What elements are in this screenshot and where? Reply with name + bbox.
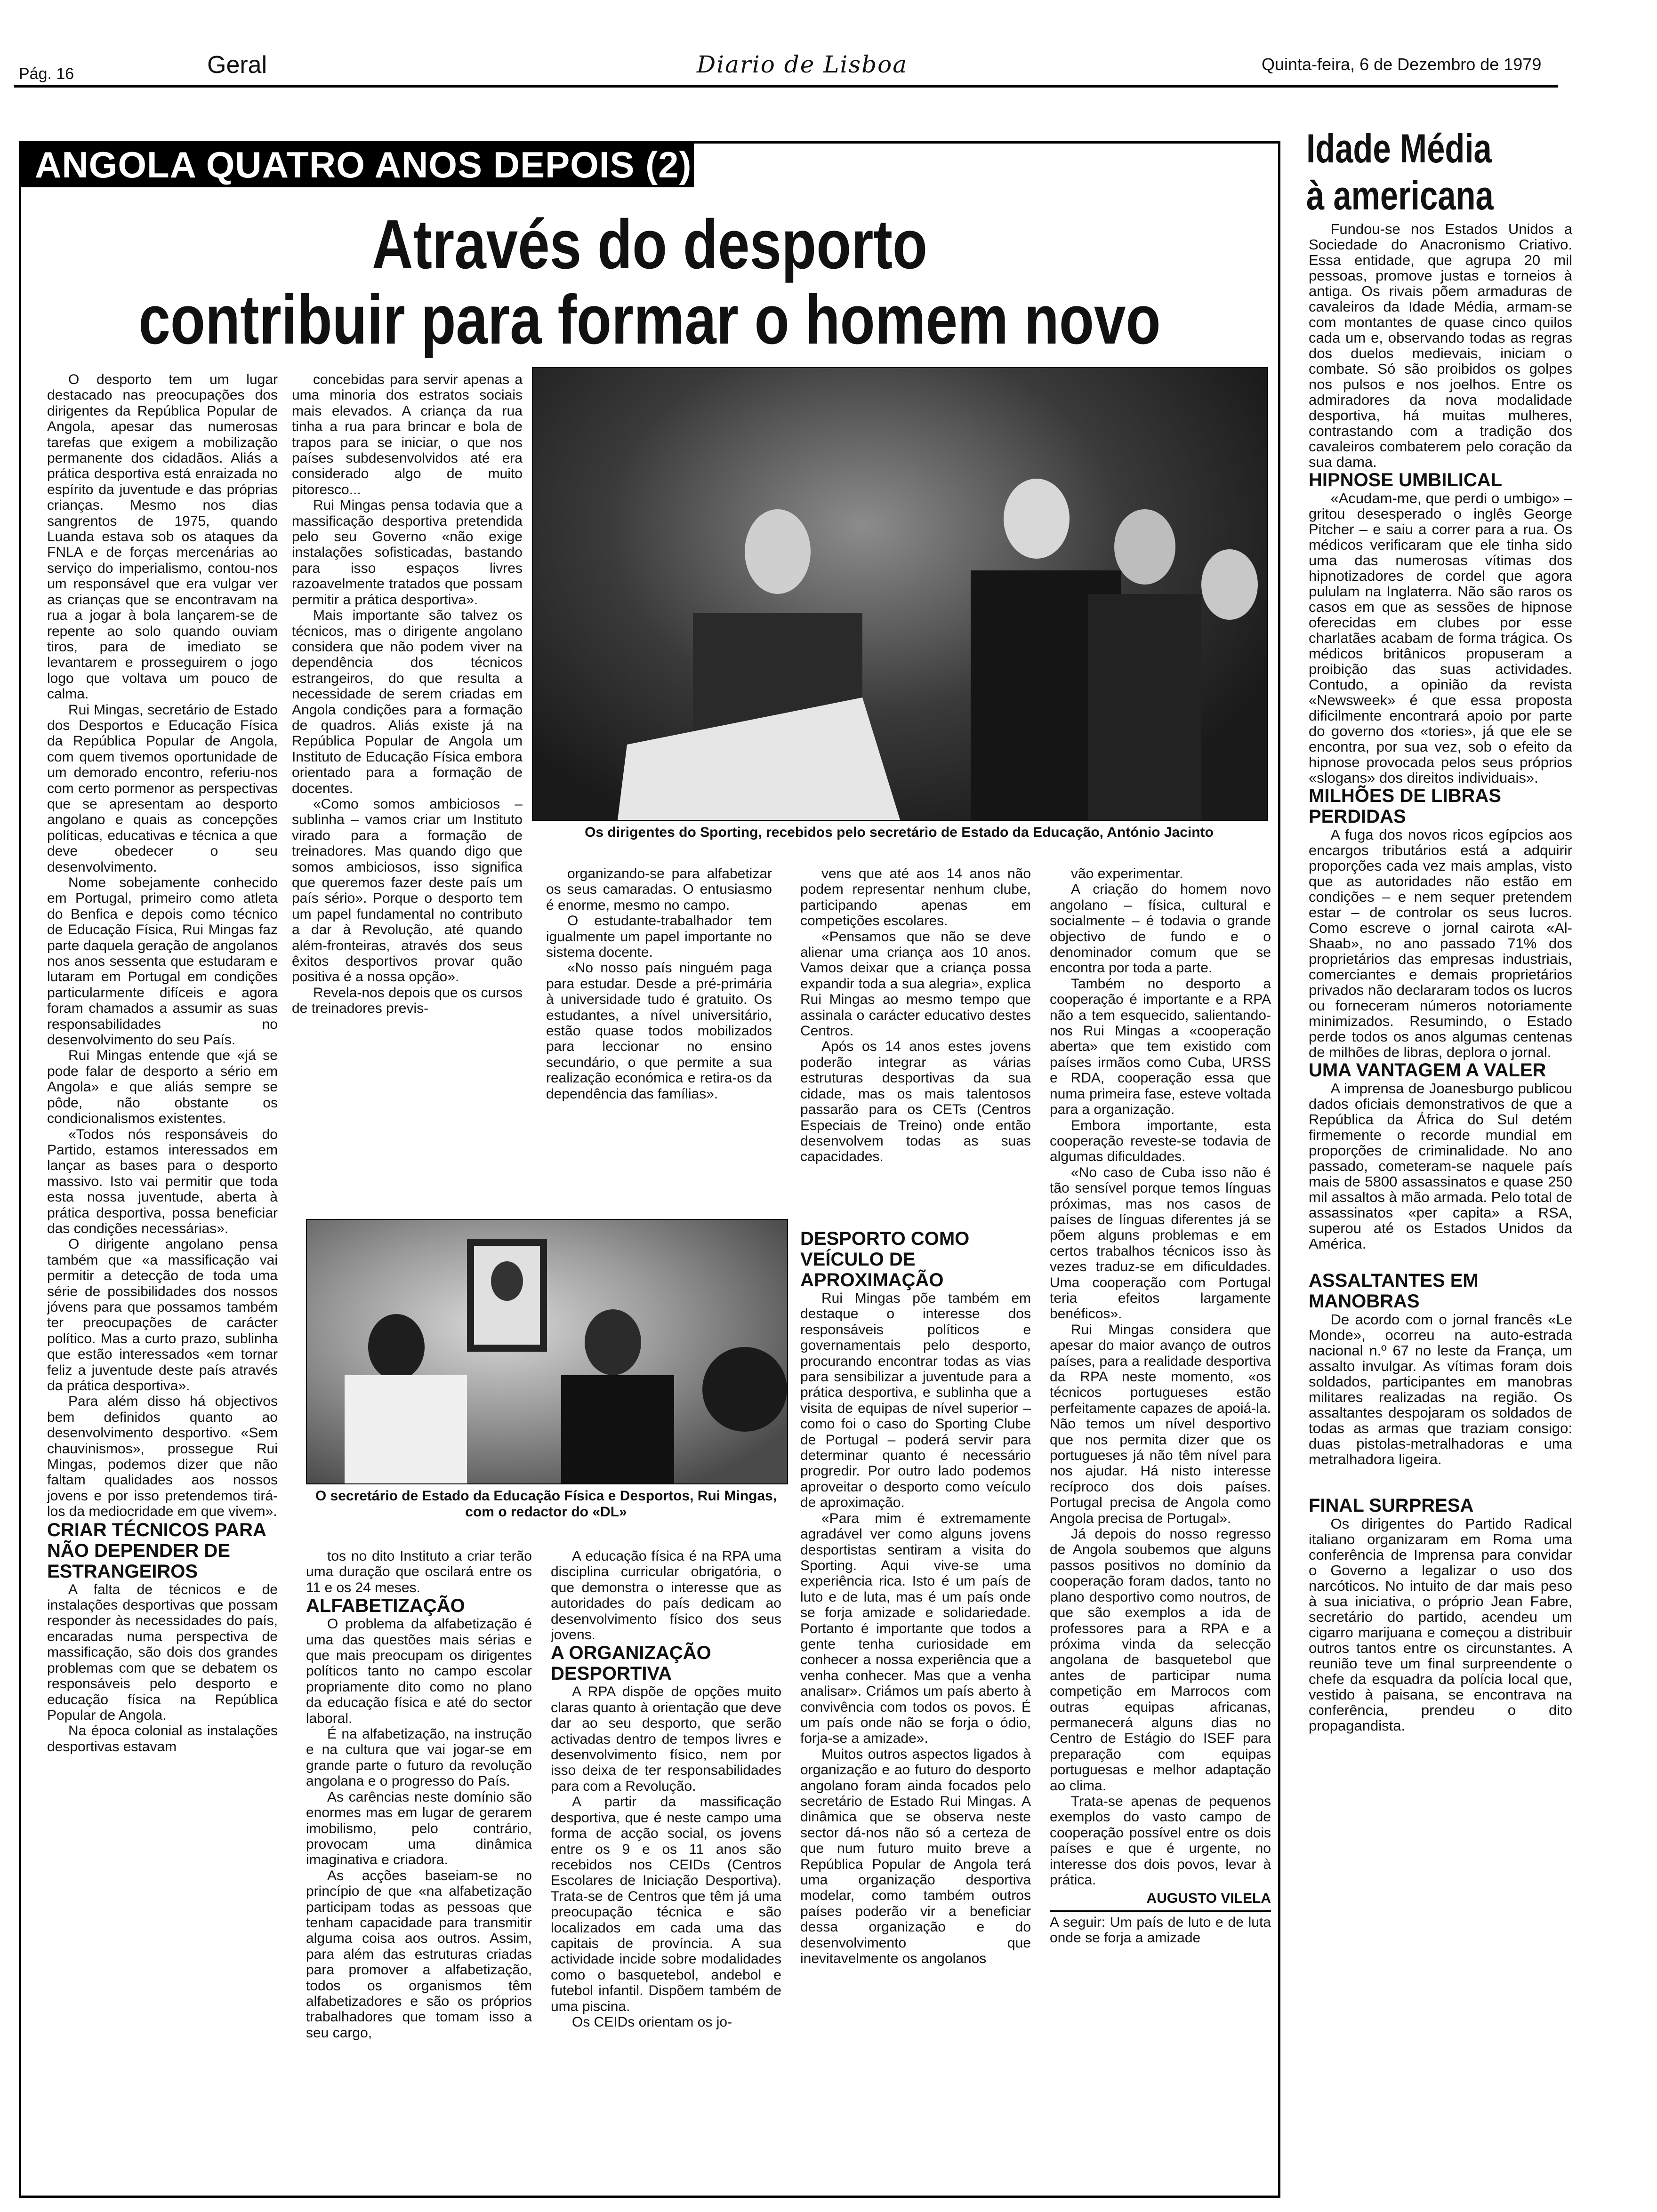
paragraph: Já depois do nosso regresso de Angola soubemos que alguns passos positivos no domínio da cooperação foram dados, tanto no plano desportivo como noutros, de que são exemplos a ida de professores para a RPA e a próxima vinda da selecção angolana de basquetebol que antes de participar numa competição em Marrocos com outras equipas africanas, permanecerá alguns dias no Centro de Estágio do ISEF para preparação com equipas portuguesas e melhor adaptação ao clima. — [1050, 1526, 1271, 1794]
article-kicker: ANGOLA QUATRO ANOS DEPOIS (2) — [21, 142, 694, 187]
paragraph: A criação do homem novo angolano – física, cultural e socialmente – é todavia o grande objectivo de fundo e o denominador comum que se encontra por toda a parte. — [1050, 882, 1271, 976]
article-column-2 — [292, 372, 523, 1210]
paragraph: vão experimentar. — [1071, 866, 1183, 882]
article-column-3 — [546, 866, 772, 1148]
paragraph: Muitos outros aspectos ligados à organização e ao futuro do desporto angolano foram ainda focados pelo secretário de Estado Rui Mingas. A dinâmica que se observa neste sector dá-nos não só a certeza de que num futuro muito breve a República Popular de Angola terá uma organização desportiva modelar, como também outros países poderão vir a beneficiar dessa organização e do desenvolvimento que inevitavelmente os angolanos — [800, 1746, 1031, 1967]
paragraph: O problema da alfabetização é uma das questões mais sérias e que mais preocupam os dirigentes políticos tanto no campo escolar propriamente dito como no plano da educação física e até do sector laboral. — [306, 1616, 532, 1726]
paragraph: A fuga dos novos ricos egípcios aos encargos tributários está a adquirir proporções cada vez mais amplas, visto que as autoridades não estão em condições – e nem sequer pretendem estar – de controlar os seus lucros. Como escreve o jornal cairota «Al-Shaab», no ano passado 71% dos proprietários das empresas industriais, comerciantes e demais proprietários privados não declararam todos os lucros ou forneceram números notoriamente minimizados. Resumindo, o Estado perde todos os anos algumas centenas de milhões de libras, deplora o jornal. — [1309, 826, 1572, 1060]
photo-1-caption: Os dirigentes do Sporting, recebidos pelo secretário de Estado da Educação, António Jacinto — [585, 825, 1214, 840]
subheading: ALFABETIZAÇÃO — [306, 1595, 465, 1617]
subheading: DESPORTO COMO VEÍCULO DE APROXIMAÇÃO — [800, 1228, 970, 1290]
paragraph: Para além disso há objectivos bem definidos quanto ao desenvolvimento desportivo. «Sem chauvinismos», prossegue Rui Mingas, podemos dizer que não faltam qualidades aos nossos jovens e por isso pretendemos tirá-los da mediocridade em que vivem». — [47, 1394, 278, 1520]
paragraph: «No nosso país ninguém paga para estudar. Desde a pré-primária à universidade tudo é gratuito. Os estudantes, a nível universitário, estão quase todos mobilizados para leccionar no ensino secundário, o que permite a sua realização económica e retira-os da dependência das famílias». — [546, 960, 772, 1102]
subheading: A ORGANIZAÇÃO DESPORTIVA — [551, 1643, 711, 1684]
paragraph: Nome sobejamente conhecido em Portugal, primeiro como atleta do Benfica e depois como técnico de Educação Física, Rui Mingas faz parte daquela geração de angolanos nos anos sessenta que estudaram e lutaram em Portugal em condições particularmente difíceis e agora foram chamados a assumir as suas responsabilidades no desenvolvimento do seu País. — [47, 875, 278, 1048]
page-number: Pág. 16 — [19, 65, 74, 83]
headline-line-1: Através do desporto — [371, 206, 928, 283]
paragraph: As acções baseiam-se no princípio de que «na alfabetização participam todas as pessoas que tenham capacidade para transmitir alguma coisa aos outros. Assim, para além das estruturas criadas para promover a alfabetização, todos os organismos têm alfabetizadores e são os próprios trabalhadores que tomam isso a seu cargo, — [306, 1867, 532, 2041]
paragraph: É na alfabetização, na instrução e na cultura que vai jogar-se em grande parte o futuro da revolução angolana e o progresso do País. — [306, 1726, 532, 1789]
paragraph: Rui Mingas, secretário de Estado dos Desportos e Educação Física da República Popular de Angola, com quem tivemos oportunidade de um demorado encontro, referiu-nos com certo pormenor as perspectivas que se apresentam ao desporto angolano e quais as concepções políticas, educativas e técnica a que deve obedecer o seu desenvolvimento. — [47, 702, 278, 875]
issue-date: Quinta-feira, 6 de Dezembro de 1979 — [1262, 55, 1542, 74]
paragraph: De acordo com o jornal francês «Le Monde», ocorreu na auto-estrada nacional n.º 67 no leste da França, um assalto invulgar. As vítimas foram dois soldados, participantes em manobras militares realizadas na região. Os assaltantes despojaram os soldados de todas as armas que traziam consigo: duas pistolas-metralhadoras e uma metralhadora ligeira. — [1309, 1311, 1572, 1467]
paragraph: Também no desporto a cooperação é importante e a RPA não a tem esquecido, salientando-nos Rui Mingas a «cooperação aberta» que tem existido com países irmãos como Cuba, URSS e RDA, cooperação essa que numa primeira fase, esteve voltada para a organização. — [1050, 976, 1271, 1118]
paragraph: A falta de técnicos e de instalações desportivas que possam responder às necessidades do país, encaradas numa perspectiva de massificação, são dois dos grandes problemas com que se debatem os responsáveis pelo desporto e educação física na República Popular de Angola. — [47, 1581, 278, 1723]
paragraph: Revela-nos depois que os cursos de treinadores previs- — [292, 985, 523, 1017]
article-column-1 — [47, 372, 278, 2188]
paragraph: concebidas para servir apenas a uma minoria dos estratos sociais mais elevados. A criança da rua tinha a rua para brincar e bola de trapos para se iniciar, o que nos países subdesenvolvidos até era considerado algo de muito pitoresco... — [292, 372, 523, 497]
subheading: CRIAR TÉCNICOS PARA NÃO DEPENDER DE ESTRANGEIROS — [47, 1519, 266, 1582]
paragraph: Na época colonial as instalações desportivas estavam — [47, 1723, 278, 1755]
paragraph: «Pensamos que não se deve alienar uma criança aos 10 anos. Vamos deixar que a criança possa expandir toda a sua alegria», explica Rui Mingas ao mesmo tempo que assinala o carácter educativo destes Centros. — [800, 929, 1031, 1039]
subheading: HIPNOSE UMBILICAL — [1309, 470, 1503, 490]
paragraph: «Para mim é extremamente agradável ver como alguns jovens desportistas sentiram a visita do Sporting. Aqui vive-se uma experiência rica. Isto é um país de luto e de luta, mas é um país onde se forja amizade e solidariedade. Portanto é importante que todos a gente tenha curiosidade em conhecer a nossa experiência que a venha conhecer. Mas que a venha analisar». Criámos um país aberto à convivência com todos os povos. É um país onde não se forja o ódio, forja-se a amizade». — [800, 1510, 1031, 1747]
paragraph: Rui Mingas considera que apesar do maior avanço de outros países, para a realidade desportiva da RPA neste momento, «os técnicos portugueses estão perfeitamente capazes de apoiá-la. Não temos um nível desportivo que nos permita dizer que os portugueses já não têm nível para nos ajudar. Há nisto interesse recíproco dos dois países. Portugal precisa de Angola como Angola precisa de Portugal». — [1050, 1322, 1271, 1526]
article-column-5 — [1050, 866, 1271, 2188]
paragraph: Os CEIDs orientam os jo- — [572, 2014, 732, 2030]
paragraph: Fundou-se nos Estados Unidos a Sociedade do Anacronismo Criativo. Essa entidade, que agrupa 20 mil pessoas, promove justas e torneios à antiga. Os rivais põem armaduras de cavaleiros da Idade Média, armam-se com montantes de quase cinco quilos cada um e, observando todas as regras dos duelos medievais, iniciam o combate. Só são proibidos os golpes nos pulsos e nos joelhos. Entre os admiradores da nova modalidade desportiva, há muitas mulheres, contrastando com a tradição dos cavaleiros combaterem pelo coração da sua dama. — [1309, 221, 1572, 470]
subheading: FINAL SURPRESA — [1309, 1495, 1474, 1516]
author-signature: AUGUSTO VILELA — [1146, 1891, 1271, 1907]
paragraph: Rui Mingas pensa todavia que a massificação desportiva pretendida pelo seu Governo «não exige instalações sofisticadas, bastando para isso espaços livres razoavelmente tratados que possam permitir a prática desportiva». — [292, 497, 523, 608]
paragraph: «Como somos ambiciosos – sublinha – vamos criar um Instituto virado para a formação de treinadores. Mas quando digo que somos ambiciosos, isso significa que queremos fazer deste país um país sério». Porque o desporto tem um papel fundamental no contributo a dar à Revolução, até quando além-fronteiras, através dos seus êxitos desportivos provar quão positiva é a nossa opção». — [292, 796, 523, 985]
article-column-4 — [800, 866, 1031, 1205]
next-part-note: A seguir: Um país de luto e de luta onde se forja a amizade — [1050, 1910, 1271, 1946]
paragraph: «No caso de Cuba isso não é tão sensível porque temos línguas próximas, mas nos casos de países de línguas diferentes já se põem alguns problemas e em certos trabalhos técnicos isso às vezes traduz-se em dificuldades. Uma cooperação com Portugal teria efeitos largamente benéficos». — [1050, 1164, 1271, 1322]
photo-2-caption: O secretário de Estado da Educação Física e Desportos, Rui Mingas, com o redactor do «DL» — [315, 1488, 777, 1520]
paragraph: vens que até aos 14 anos não podem representar nenhum clube, participando apenas em competições escolares. — [800, 866, 1031, 929]
subheading: UMA VANTAGEM A VALER — [1309, 1060, 1546, 1081]
paragraph: A educação física é na RPA uma disciplina curricular obrigatória, o que demonstra o interesse que as autoridades do país dedicam ao desenvolvimento físico dos seus jovens. — [551, 1548, 781, 1643]
paragraph: O estudante-trabalhador tem igualmente um papel importante no sistema docente. — [546, 913, 772, 961]
section-label: Geral — [207, 51, 267, 79]
paragraph: Após os 14 anos estes jovens poderão integrar as várias estruturas desportivas da sua cidade, mas os mais talentosos passarão para os CETs (Centros Especiais de Treino) onde então desenvolvem todas as suas capacidades. — [800, 1039, 1031, 1165]
photo-sporting-officials — [532, 367, 1268, 821]
paragraph: Embora importante, esta cooperação reveste-se todavia de algumas dificuldades. — [1050, 1117, 1271, 1165]
subheading: ASSALTANTES EM MANOBRAS — [1309, 1270, 1479, 1312]
article-column-3-lower — [551, 1548, 781, 2188]
paragraph: Mais importante são talvez os técnicos, mas o dirigente angolano considera que não podem viver na dependência dos técnicos estrangeiros, do que resulta a necessidade de serem criadas em Angola condições para a formação de quadros. Aliás existe já na República Popular de Angola um Instituto de Educação Física embora orientado para a formação de docentes. — [292, 608, 523, 796]
paragraph: Rui Mingas entende que «já se pode falar de desporto a sério em Angola» e que aliás sempre se pôde, não obstante os condicionalismos existentes. — [47, 1048, 278, 1127]
sidebar-title-2: à americana — [1306, 173, 1494, 218]
paragraph: O desporto tem um lugar destacado nas preocupações dos dirigentes da República Popular de Angola, apesar das numerosas tarefas que exigem a mobilização permanente dos cidadãos. Aliás a prática desportiva está enraizada no espírito da juventude e das próprias crianças. Mesmo nos dias sangrentos de 1975, quando Luanda estava sob os ataques da FNLA e de forças mercenárias ao serviço do imperialismo, contou-nos um responsável que era vulgar ver as crianças que se encontravam na rua a jogar à bola lançarem-se de repente ao solo quando ouviam tiros, para de imediato se levantarem e prosseguirem o jogo logo que voltava um pouco de calma. — [47, 372, 278, 702]
paragraph: A partir da massificação desportiva, que é neste campo uma forma de acção social, os jovens entre os 9 e os 11 anos são recebidos nos CEIDs (Centros Escolares de Iniciação Desportiva). Trata-se de Centros que têm já uma preocupação técnica e são localizados em cada uma das capitais de província. A sua actividade incide sobre modalidades como o basquetebol, andebol e futebol infantil. Dispõem também de uma piscina. — [551, 1794, 781, 2014]
paragraph: tos no dito Instituto a criar terão uma duração que oscilará entre os 11 e os 24 meses. — [306, 1548, 532, 1595]
article-column-4-lower — [800, 1228, 1031, 2188]
photo-figures-icon — [533, 368, 1267, 820]
paragraph: O dirigente angolano pensa também que «a massificação vai permitir a detecção de toda uma série de possibilidades dos nossos jóvens para que possamos também ter preocupações de carácter político. Mas a curto prazo, sublinha que estão interessados «em tornar feliz a juventude deste país através da prática desportiva». — [47, 1236, 278, 1394]
header-rule — [14, 85, 1558, 88]
paragraph: Os dirigentes do Partido Radical italiano organizaram em Roma uma conferência de Imprensa para convidar o Governo a legalizar o uso dos narcóticos. No intuito de dar mais peso à sua iniciativa, o próprio Jean Fabre, secretário do partido, acendeu um cigarro marijuana e começou a distribuir outros tantos entre os circunstantes. A reunião teve um final surpreendente o chefe da esquadra da polícia local que, vestido à paisana, se encontrava na conferência, prendeu o dito propagandista. — [1309, 1515, 1572, 1734]
photo-portrait-icon — [307, 1220, 787, 1483]
paragraph: Rui Mingas põe também em destaque o interesse dos responsáveis políticos e governamentais pelo desporto, procurando encontrar todas as vias para sensibilizar a juventude para a prática desportiva, e sublinha que a visita de equipas de nível superior – como foi o caso do Sporting Clube de Portugal – poderá servir para determinar quanto é necessário progredir. Por outro lado podemos aproveitar o desporto como veículo de aproximação. — [800, 1290, 1031, 1511]
article-column-2-lower — [306, 1548, 532, 2188]
paragraph: Trata-se apenas de pequenos exemplos do vasto campo de cooperação possível entre os dois países e que é urgente, no interesse dos dois povos, levar à prática. — [1050, 1793, 1271, 1888]
paragraph: As carências neste domínio são enormes mas em lugar de gerarem imobilismo, pelo contrário, provocam uma dinâmica imaginativa e criadora. — [306, 1789, 532, 1868]
paragraph: A RPA dispõe de opções muito claras quanto à orientação que deve dar ao seu desporto, que serão activadas dentro de tempos livres e desenvolvimento físico, nem por isso deixa de ter responsabilidades para com a Revolução. — [551, 1684, 781, 1794]
sidebar-title-1: Idade Média — [1306, 126, 1492, 171]
sidebar-column — [1309, 221, 1572, 2203]
paragraph: «Todos nós responsáveis do Partido, estamos interessados em lançar as bases para o desporto massivo. Isto vai permitir que toda esta nossa juventude, aberta à prática desportiva, possa beneficiar das condições necessárias». — [47, 1126, 278, 1236]
paragraph: «Acudam-me, que perdi o umbigo» – gritou desesperado o inglês George Pitcher – e saiu a correr para a rua. Os médicos verificaram que ele tinha sido uma das numerosas vítimas dos hipnotizadores de cordel que agora pululam na Inglaterra. Não são raros os casos em que as sessões de hipnose oferecidas em clubes por esse charlatães acabam de forma trágica. Os médicos britânicos propuseram a proibição das suas actividades. Contudo, a opinião da revista «Newsweek» é que essa proposta dificilmente encontrará apoio por parte do governo dos «tories», já que ele se encontra, por sua vez, sob o efeito da hipnose provocada pelos seus próprios «slogans» dos direitos individuais». — [1309, 490, 1572, 786]
paragraph: organizando-se para alfabetizar os seus camaradas. O entusiasmo é enorme, mesmo no campo. — [546, 866, 772, 913]
photo-rui-mingas — [306, 1219, 788, 1484]
headline-line-2: contribuir para formar o homem novo — [138, 281, 1161, 359]
subheading: MILHÕES DE LIBRAS PERDIDAS — [1309, 785, 1501, 827]
masthead: Diario de Lisboa — [697, 51, 908, 78]
paragraph: A imprensa de Joanesburgo publicou dados oficiais demonstrativos de que a República da África do Sul detém firmemente o recorde mundial em proporções de criminalidade. No ano passado, cometeram-se naquele país mais de 5800 assassinatos e quase 250 mil assaltos à mão armada. Pelo total de assassinatos «per capita» a RSA, superou até os Estados Unidos da América. — [1309, 1080, 1572, 1252]
